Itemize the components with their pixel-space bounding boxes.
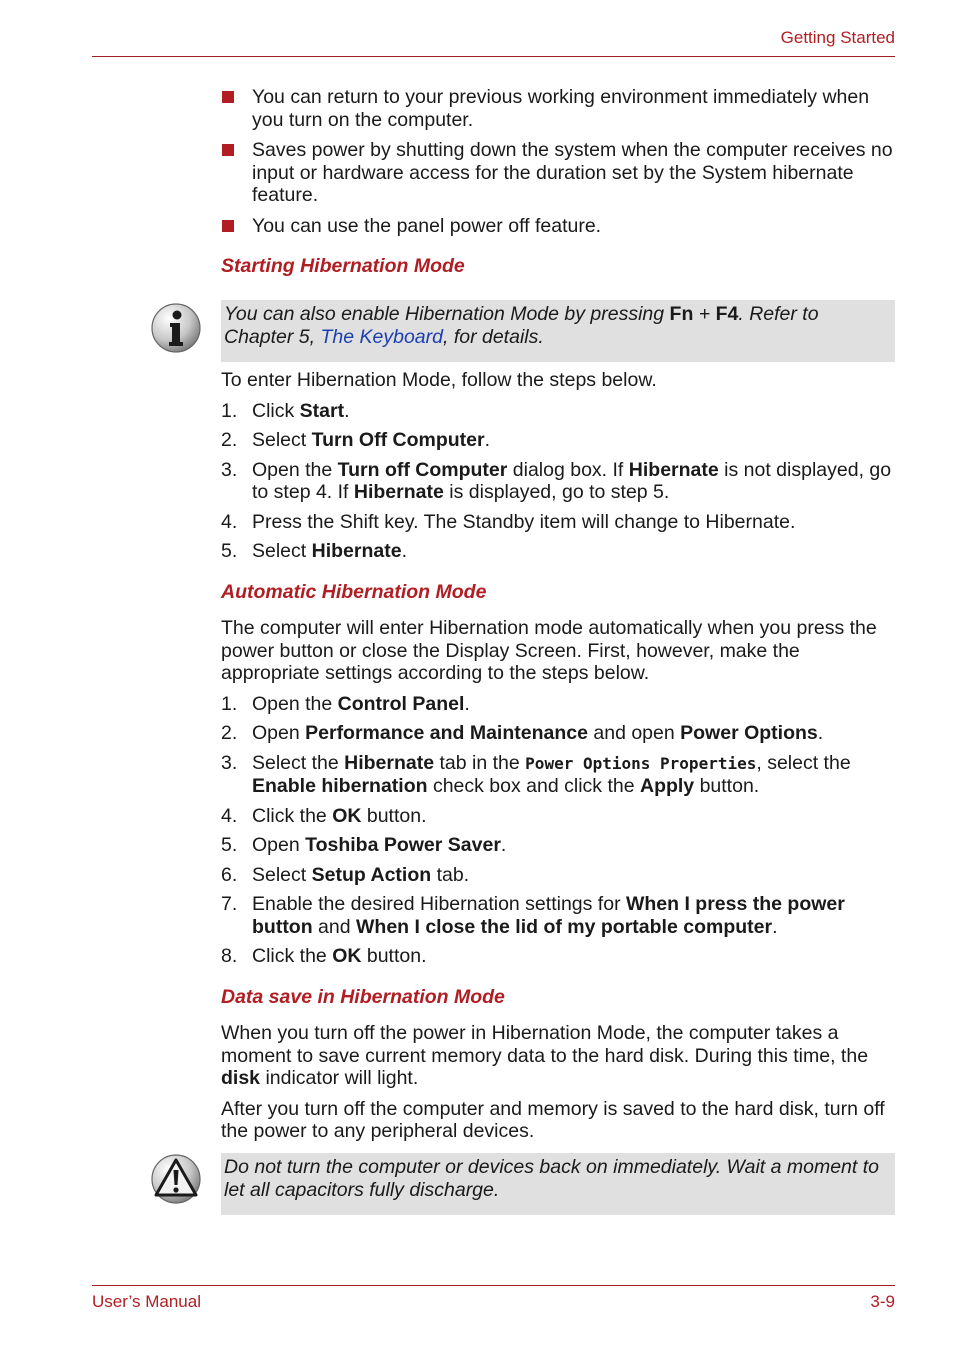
- caution-text: Do not turn the computer or devices back on immediately. Wait a moment to let all capacitors fully discharge.: [224, 1156, 879, 1201]
- note-text: +: [693, 303, 716, 325]
- step-item: 4. Press the Shift key. The Standby item will change to Hibernate.: [221, 510, 796, 533]
- intro-text: To enter Hibernation Mode, follow the steps below.: [221, 369, 657, 391]
- section-heading: Automatic Hibernation Mode: [221, 581, 487, 603]
- section1-body: [221, 369, 895, 570]
- intro-text: The computer will enter Hibernation mode automatically when you press the power button or close the Display Screen. First, however, make the appropriate settings according to the steps below.: [221, 617, 877, 684]
- body-paragraph: When you turn off the power in Hibernation Mode, the computer takes a moment to save current memory data to the hard disk. During this time, the disk indicator will light.: [221, 1022, 869, 1089]
- dialog-name: Power Options Properties: [525, 753, 757, 773]
- keyboard-chapter-link[interactable]: The Keyboard: [320, 326, 443, 348]
- step-item: 7. Enable the desired Hibernation settings for When I press the power button and When I close the lid of my portable computer.: [221, 893, 845, 938]
- section3-body: [221, 1022, 895, 1143]
- info-icon: [150, 302, 202, 354]
- page-header: [92, 26, 895, 57]
- note-text: You can also enable Hibernation Mode by pressing: [224, 303, 670, 325]
- caution-note: [221, 1153, 895, 1215]
- section2-body: [221, 617, 895, 975]
- step-item: 3. Select the Hibernate tab in the Power Options Properties, select the Enable hibernation check box and click the Apply button.: [221, 751, 851, 797]
- step-item: 6. Select Setup Action tab.: [221, 863, 470, 886]
- step-item: 2. Select Turn Off Computer.: [221, 429, 490, 451]
- bullet-square: [222, 144, 234, 156]
- step-item: 5. Open Toshiba Power Saver.: [221, 834, 507, 856]
- note-text: . Refer to Chapter 5,: [224, 303, 819, 348]
- page-footer: [92, 1285, 895, 1311]
- step-item: 1. Click Start.: [221, 399, 350, 422]
- bullet-square: [222, 91, 234, 103]
- step-item: 1. Open the Control Panel.: [221, 692, 470, 715]
- bullet-item: You can return to your previous working environment immediately when you turn on the computer.: [221, 86, 895, 131]
- caution-icon: [150, 1153, 202, 1205]
- manual-title: User’s Manual: [92, 1292, 201, 1311]
- page-number: 3-9: [870, 1292, 895, 1311]
- key-f4: F4: [715, 303, 739, 325]
- section-heading: Starting Hibernation Mode: [221, 255, 465, 277]
- step-item: 5. Select Hibernate.: [221, 540, 407, 562]
- key-fn: Fn: [669, 303, 694, 325]
- step-item: 2. Open Performance and Maintenance and open Power Options.: [221, 722, 824, 744]
- chapter-title: Getting Started: [780, 28, 895, 47]
- step-item: 4. Click the OK button.: [221, 804, 427, 827]
- bullet-item: You can use the panel power off feature.: [221, 215, 895, 238]
- note-text: , for details.: [442, 326, 544, 348]
- bullet-square: [222, 220, 234, 232]
- bullet-item: Saves power by shutting down the system when the computer receives no input or hardware access for the duration set by the System hibernate feature.: [221, 139, 895, 207]
- step-item: 8. Click the OK button.: [221, 945, 427, 967]
- info-note: [221, 300, 895, 362]
- intro-bullets: [221, 86, 895, 245]
- step-item: 3. Open the Turn off Computer dialog box. If Hibernate is not displayed, go to step 4. If Hibernate is displayed, go to step 5.: [221, 458, 892, 503]
- body-paragraph: After you turn off the computer and memory is saved to the hard disk, turn off the power to any peripheral devices.: [221, 1097, 885, 1142]
- section-heading: Data save in Hibernation Mode: [221, 986, 505, 1008]
